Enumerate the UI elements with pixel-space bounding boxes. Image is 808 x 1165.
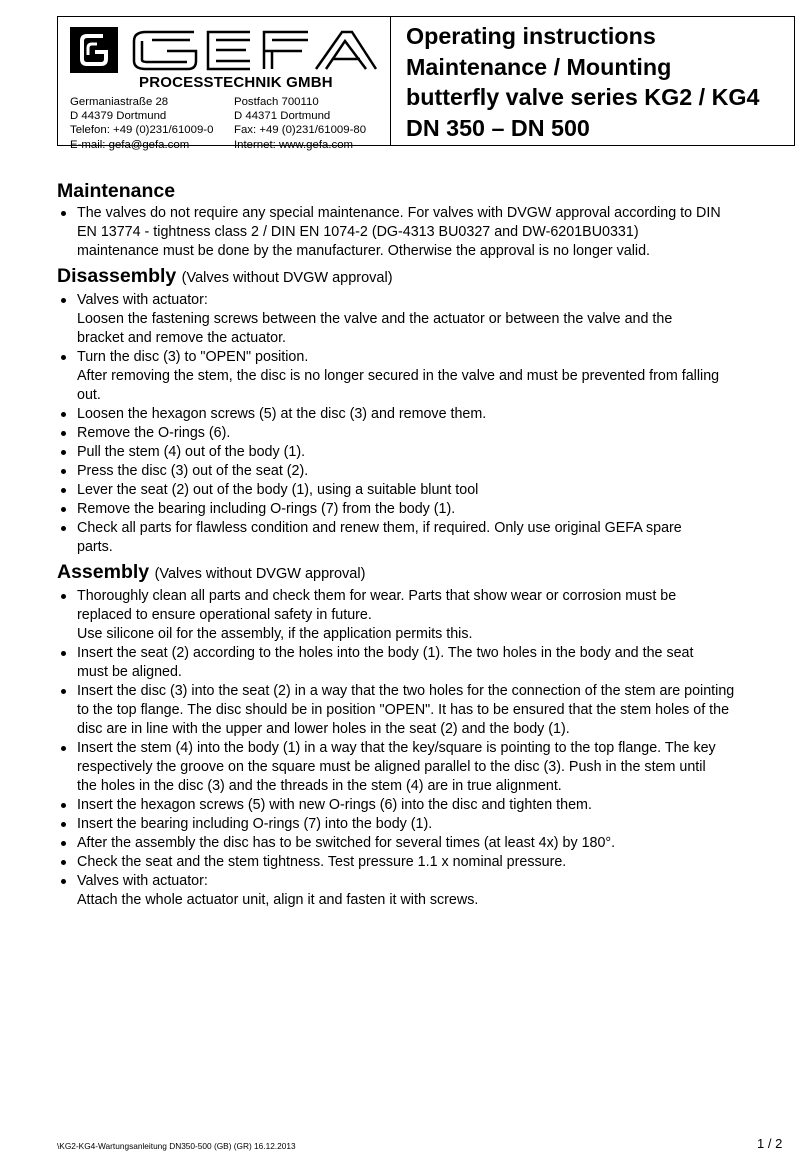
list-item: [57, 853, 792, 872]
section-heading-text: Maintenance: [57, 180, 176, 202]
list-item-line: Loosen the fastening screws between the valve and the actuator or between the valve and the: [77, 311, 673, 327]
address-city: D 44379 Dortmund: [70, 110, 167, 123]
title-line: butterfly valve series KG2 / KG4: [406, 84, 760, 110]
list-item: [57, 587, 792, 644]
list-item-line: The valves do not require any special maintenance. For valves with DVGW approval according to DIN: [77, 205, 721, 221]
list-item: [57, 682, 792, 739]
list-item: [57, 796, 792, 815]
list-item-line: bracket and remove the actuator.: [77, 330, 287, 346]
list-item-line: Insert the bearing including O-rings (7) into the body (1).: [77, 816, 433, 832]
list-item: [57, 405, 792, 424]
disassembly-section: [57, 264, 792, 557]
section-heading: [57, 264, 792, 291]
list-item-line: Loosen the hexagon screws (5) at the disc (3) and remove them.: [77, 406, 487, 422]
list-item: [57, 204, 792, 261]
list-item-line: EN 13774 - tightness class 2 / DIN EN 1074-2 (DG-4313 BU0327 and DW-6201BU0331): [77, 224, 639, 240]
document-header: [57, 16, 795, 151]
list-item-line: After the assembly the disc has to be switched for several times (at least 4x) by 180°.: [77, 835, 616, 851]
bullet-list: [57, 291, 792, 557]
list-item: [57, 443, 792, 462]
list-item-line: parts.: [77, 539, 113, 555]
list-item: [57, 815, 792, 834]
list-item-line: replaced to ensure operational safety in future.: [77, 607, 372, 623]
title-line: Operating instructions: [406, 23, 656, 49]
list-item: [57, 424, 792, 443]
list-item-line: Thoroughly clean all parts and check them for wear. Parts that show wear or corrosion must be: [77, 588, 677, 604]
title-line: DN 350 – DN 500: [406, 114, 590, 141]
list-item-line: Insert the disc (3) into the seat (2) in a way that the two holes for the connection of the stem are pointing: [77, 683, 735, 699]
section-note: (Valves without DVGW approval): [154, 566, 366, 582]
company-block: [58, 17, 391, 151]
assembly-section: [57, 560, 792, 910]
address-street: Germaniastraße 28: [70, 96, 169, 108]
address-pobox: Postfach 700110: [234, 96, 319, 108]
section-note: (Valves without DVGW approval): [181, 270, 393, 286]
list-item: [57, 739, 792, 796]
list-item: [57, 834, 792, 853]
list-item-line: Pull the stem (4) out of the body (1).: [77, 444, 306, 460]
section-heading-text: Disassembly: [57, 265, 177, 287]
list-item-line: the holes in the disc (3) and the threads in the stem (4) are in true alignment.: [77, 778, 562, 794]
list-item: [57, 644, 792, 682]
title-line: Maintenance / Mounting: [406, 53, 672, 80]
company-name: PROCESSTECHNIK GMBH: [139, 74, 333, 91]
list-item: [57, 291, 792, 348]
list-item-line: maintenance must be done by the manufacturer. Otherwise the approval is no longer valid.: [77, 243, 650, 259]
list-item-line: disc are in line with the upper and lower holes in the seat (2) and the body (1).: [77, 721, 570, 737]
address-email: E-mail: gefa@gefa.com: [70, 138, 190, 151]
list-item: [57, 462, 792, 481]
address-left: [70, 95, 213, 152]
list-item-line: Lever the seat (2) out of the body (1), using a suitable blunt tool: [77, 482, 479, 498]
section-heading: [57, 179, 792, 204]
list-item-line: to the top flange. The disc should be in position "OPEN". It has to be ensured that the stem holes of the: [77, 702, 730, 718]
list-item-line: Remove the O-rings (6).: [77, 425, 231, 441]
document-title: [406, 21, 791, 143]
list-item-line: Check the seat and the stem tightness. Test pressure 1.1 x nominal pressure.: [77, 854, 567, 870]
list-item-line: out.: [77, 387, 101, 403]
list-item-line: Check all parts for flawless condition and renew them, if required. Only use original GEFA spare: [77, 520, 682, 536]
list-item-line: Valves with actuator:: [77, 292, 208, 308]
list-item-line: Use silicone oil for the assembly, if the application permits this.: [77, 626, 473, 642]
list-item-line: must be aligned.: [77, 664, 182, 680]
page-number: 1 / 2: [757, 1136, 783, 1151]
list-item: [57, 519, 792, 557]
list-item: [57, 872, 792, 910]
list-item-line: Remove the bearing including O-rings (7) from the body (1).: [77, 501, 456, 517]
list-item-line: Insert the seat (2) according to the holes into the body (1). The two holes in the body and the seat: [77, 645, 694, 661]
list-item-line: After removing the stem, the disc is no longer secured in the valve and must be prevented from falling: [77, 368, 720, 384]
address-right: [234, 95, 366, 152]
list-item-line: Press the disc (3) out of the seat (2).: [77, 463, 309, 479]
list-item-line: respectively the groove on the square must be aligned parallel to the disc (3). Push in the stem until: [77, 759, 706, 775]
list-item-line: Valves with actuator:: [77, 873, 208, 889]
section-heading: [57, 560, 792, 587]
list-item: [57, 500, 792, 519]
document-body: [57, 179, 792, 913]
address-fax: Fax: +49 (0)231/61009-80: [234, 124, 367, 137]
address-pobox-city: D 44371 Dortmund: [234, 110, 331, 123]
list-item: [57, 348, 792, 405]
list-item-line: Turn the disc (3) to "OPEN" position.: [77, 349, 309, 365]
list-item-line: Insert the stem (4) into the body (1) in a way that the key/square is pointing to the top flange. The key: [77, 740, 716, 756]
bullet-list: [57, 204, 792, 261]
section-heading-text: Assembly: [57, 561, 150, 583]
bullet-list: [57, 587, 792, 910]
gefa-logo-icon: [70, 27, 378, 73]
address-phone: Telefon: +49 (0)231/61009-0: [70, 124, 214, 137]
footer-filename: \KG2-KG4-Wartungsanleitung DN350-500 (GB) (GR) 16.12.2013: [57, 1141, 296, 1151]
list-item-line: Attach the whole actuator unit, align it and fasten it with screws.: [77, 892, 479, 908]
list-item: [57, 481, 792, 500]
maintenance-section: [57, 179, 792, 261]
address-website: Internet: www.gefa.com: [234, 138, 354, 151]
list-item-line: Insert the hexagon screws (5) with new O-rings (6) into the disc and tighten them.: [77, 797, 592, 813]
